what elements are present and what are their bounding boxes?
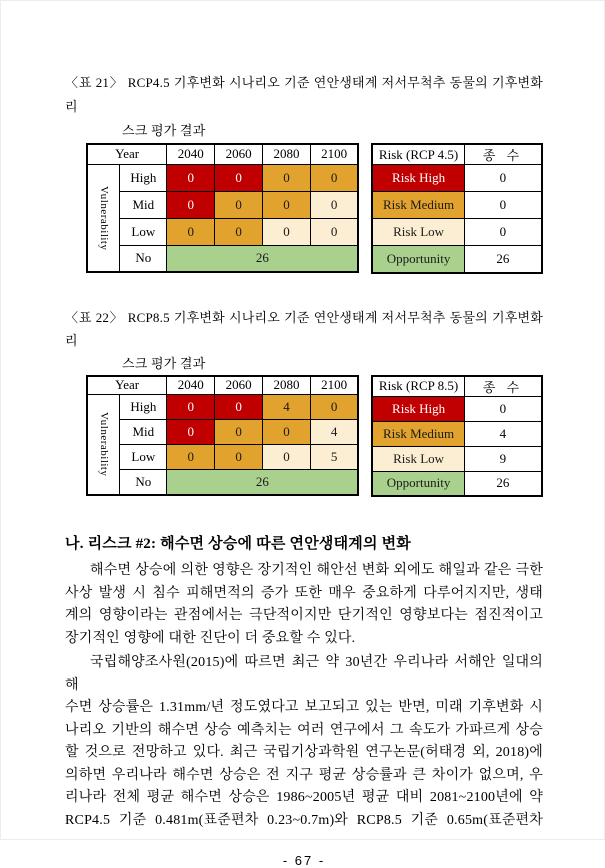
table21-title-text: RCP4.5 기후변화 시나리오 기준 연안생태계 저서무척추 동물의 기후변화 리 (65, 75, 543, 114)
table-row (372, 165, 542, 192)
risk-value-cell: 0 (263, 164, 311, 191)
no-vulnerability-value-cell: 26 (167, 245, 359, 272)
risk-value-cell: 0 (263, 445, 311, 470)
vulnerability-axis-label (87, 395, 120, 495)
risk-value-cell: 5 (310, 445, 358, 470)
table-row (87, 376, 358, 395)
species-count-header: 종 수 (464, 376, 542, 397)
section-heading: 나. 리스크 #2: 해수면 상승에 따른 연안생태계의 변화 (65, 536, 411, 552)
table-row (87, 395, 358, 420)
vulnerability-axis-label-text: Vulnerability (98, 185, 111, 250)
table22-title-text: RCP8.5 기후변화 시나리오 기준 연안생태계 저서무척추 동물의 기후변화 리 (65, 309, 543, 348)
table-row (87, 144, 358, 164)
risk-category-label: Risk Low (372, 446, 464, 471)
table22-title (65, 306, 543, 375)
table-row (372, 219, 542, 246)
table22-title-line1 (65, 306, 543, 352)
table21-title-line1 (65, 71, 543, 119)
table-row (87, 470, 358, 495)
table-row (372, 471, 542, 496)
body-text-line: 나리오 기반의 해수면 상승 예측치는 여러 연구에서 그 속도가 가파르게 상승 (65, 722, 543, 738)
paragraph (65, 560, 543, 650)
table-row (372, 192, 542, 219)
body-text-line: 할 것으로 전망하고 있다. 최근 국립기상과학원 연구논문(허태경 외, 2018)에 (65, 745, 543, 760)
year-column-header: 2080 (263, 144, 311, 164)
risk-scenario-header: Risk (RCP 8.5) (372, 376, 464, 397)
body-text-line: 사상 발생 시 침수 피해면적의 증가 또한 매우 중요하게 다루어지지만, 생태 (65, 585, 543, 601)
risk-category-label: Opportunity (372, 246, 464, 273)
risk-value-cell: 0 (167, 191, 215, 218)
species-count-value: 26 (464, 246, 542, 273)
risk-value-cell: 0 (215, 395, 263, 420)
risk-value-cell: 0 (215, 218, 263, 245)
year-corner-header: Year (87, 376, 167, 395)
species-count-value: 0 (464, 165, 542, 192)
table-row (87, 164, 358, 191)
table22-risk-summary (371, 375, 543, 498)
vulnerability-level-label: Low (120, 218, 167, 245)
year-column-header: 2040 (167, 376, 215, 395)
body-text-line: 해수면 상승에 의한 영향은 장기적인 해안선 변화 외에도 해일과 같은 극한 (90, 563, 543, 578)
table21-risk-summary (371, 143, 543, 274)
year-column-header: 2060 (215, 376, 263, 395)
table-row (87, 445, 358, 470)
table-row (87, 191, 358, 218)
year-column-header: 2040 (167, 144, 215, 164)
risk-value-cell: 0 (310, 191, 358, 218)
table-row (87, 218, 358, 245)
vulnerability-axis-label-text: Vulnerability (98, 412, 111, 477)
vulnerability-axis-label (87, 164, 120, 272)
body-text-line: 계의 영향이라는 관점에서는 극단적이지만 단기적인 영향보다는 점진적이고 (65, 608, 543, 623)
risk-value-cell: 4 (263, 395, 311, 420)
table21-title-line2: 스크 평가 결과 (122, 123, 206, 138)
table22-tables (86, 375, 543, 498)
risk-value-cell: 0 (215, 191, 263, 218)
risk-value-cell: 0 (167, 445, 215, 470)
year-column-header: 2100 (310, 144, 358, 164)
risk-value-cell: 4 (310, 420, 358, 445)
table-row (372, 246, 542, 273)
risk-category-label: Opportunity (372, 471, 464, 496)
table-row (372, 396, 542, 421)
risk-value-cell: 0 (310, 395, 358, 420)
table-row (372, 376, 542, 397)
body-text-line: RCP4.5 기준 0.481m(표준편차 0.23~0.7m)와 RCP8.5 기준 0.65m(표준편차 (65, 812, 543, 828)
risk-value-cell: 0 (167, 218, 215, 245)
risk-value-cell: 0 (167, 420, 215, 445)
risk-value-cell: 0 (167, 164, 215, 191)
table21-vulnerability-matrix (86, 143, 359, 273)
risk-category-label: Risk Medium (372, 192, 464, 219)
vulnerability-level-label: Mid (120, 191, 167, 218)
body-text-line: 수면 상승률은 1.31mm/년 정도였다고 보고되고 있는 반면, 미래 기후변화 시 (65, 700, 543, 715)
risk-value-cell: 0 (263, 218, 311, 245)
species-count-value: 26 (464, 471, 542, 496)
risk-category-label: Risk High (372, 396, 464, 421)
year-column-header: 2100 (310, 376, 358, 395)
vulnerability-level-label: High (120, 164, 167, 191)
vulnerability-level-label: No (120, 245, 167, 272)
risk-category-label: Risk High (372, 165, 464, 192)
vulnerability-level-label: High (120, 395, 167, 420)
body-text-line: 리나라 전체 평균 해수면 상승은 1986~2005년 평균 대비 2081~2100년에 약 (65, 790, 543, 805)
year-corner-header: Year (87, 144, 167, 164)
species-count-value: 0 (464, 396, 542, 421)
year-column-header: 2080 (263, 376, 311, 395)
table22-title-prefix: 〈표 22〉 (65, 309, 124, 325)
body-paragraphs (65, 560, 543, 832)
risk-value-cell: 0 (263, 191, 311, 218)
no-vulnerability-value-cell: 26 (167, 470, 359, 495)
table-row (87, 245, 358, 272)
table-row (87, 420, 358, 445)
table21-title (65, 71, 543, 143)
risk-category-label: Risk Low (372, 219, 464, 246)
vulnerability-level-label: Mid (120, 420, 167, 445)
table21-tables (86, 143, 543, 274)
risk-value-cell: 0 (167, 395, 215, 420)
vulnerability-level-label: Low (120, 445, 167, 470)
risk-value-cell: 0 (215, 420, 263, 445)
species-count-value: 4 (464, 421, 542, 446)
page-number: - 67 - (282, 853, 326, 868)
year-column-header: 2060 (215, 144, 263, 164)
vulnerability-level-label: No (120, 470, 167, 495)
body-text-line: 의하면 우리나라 해수면 상승은 전 지구 평균 상승률과 큰 차이가 없으며, 우 (65, 767, 543, 783)
table-row (372, 446, 542, 471)
risk-value-cell: 0 (310, 164, 358, 191)
risk-value-cell: 0 (310, 218, 358, 245)
table-row (372, 144, 542, 165)
risk-value-cell: 0 (215, 164, 263, 191)
body-text-line: 장기적인 영향에 대한 진단이 더 중요할 수 있다. (65, 630, 356, 646)
table22-vulnerability-matrix (86, 375, 359, 496)
risk-scenario-header: Risk (RCP 4.5) (372, 144, 464, 165)
risk-value-cell: 0 (215, 445, 263, 470)
species-count-value: 9 (464, 446, 542, 471)
table21-title-prefix: 〈표 21〉 (65, 75, 124, 90)
species-count-header: 종 수 (464, 144, 542, 165)
table22-title-line2: 스크 평가 결과 (122, 355, 206, 371)
risk-category-label: Risk Medium (372, 421, 464, 446)
paragraph (65, 652, 543, 832)
table-row (372, 421, 542, 446)
risk-value-cell: 0 (263, 420, 311, 445)
species-count-value: 0 (464, 192, 542, 219)
body-text-line: 국립해양조사원(2015)에 따르면 최근 약 30년간 우리나라 서해안 일대의 해 (65, 655, 543, 693)
species-count-value: 0 (464, 219, 542, 246)
